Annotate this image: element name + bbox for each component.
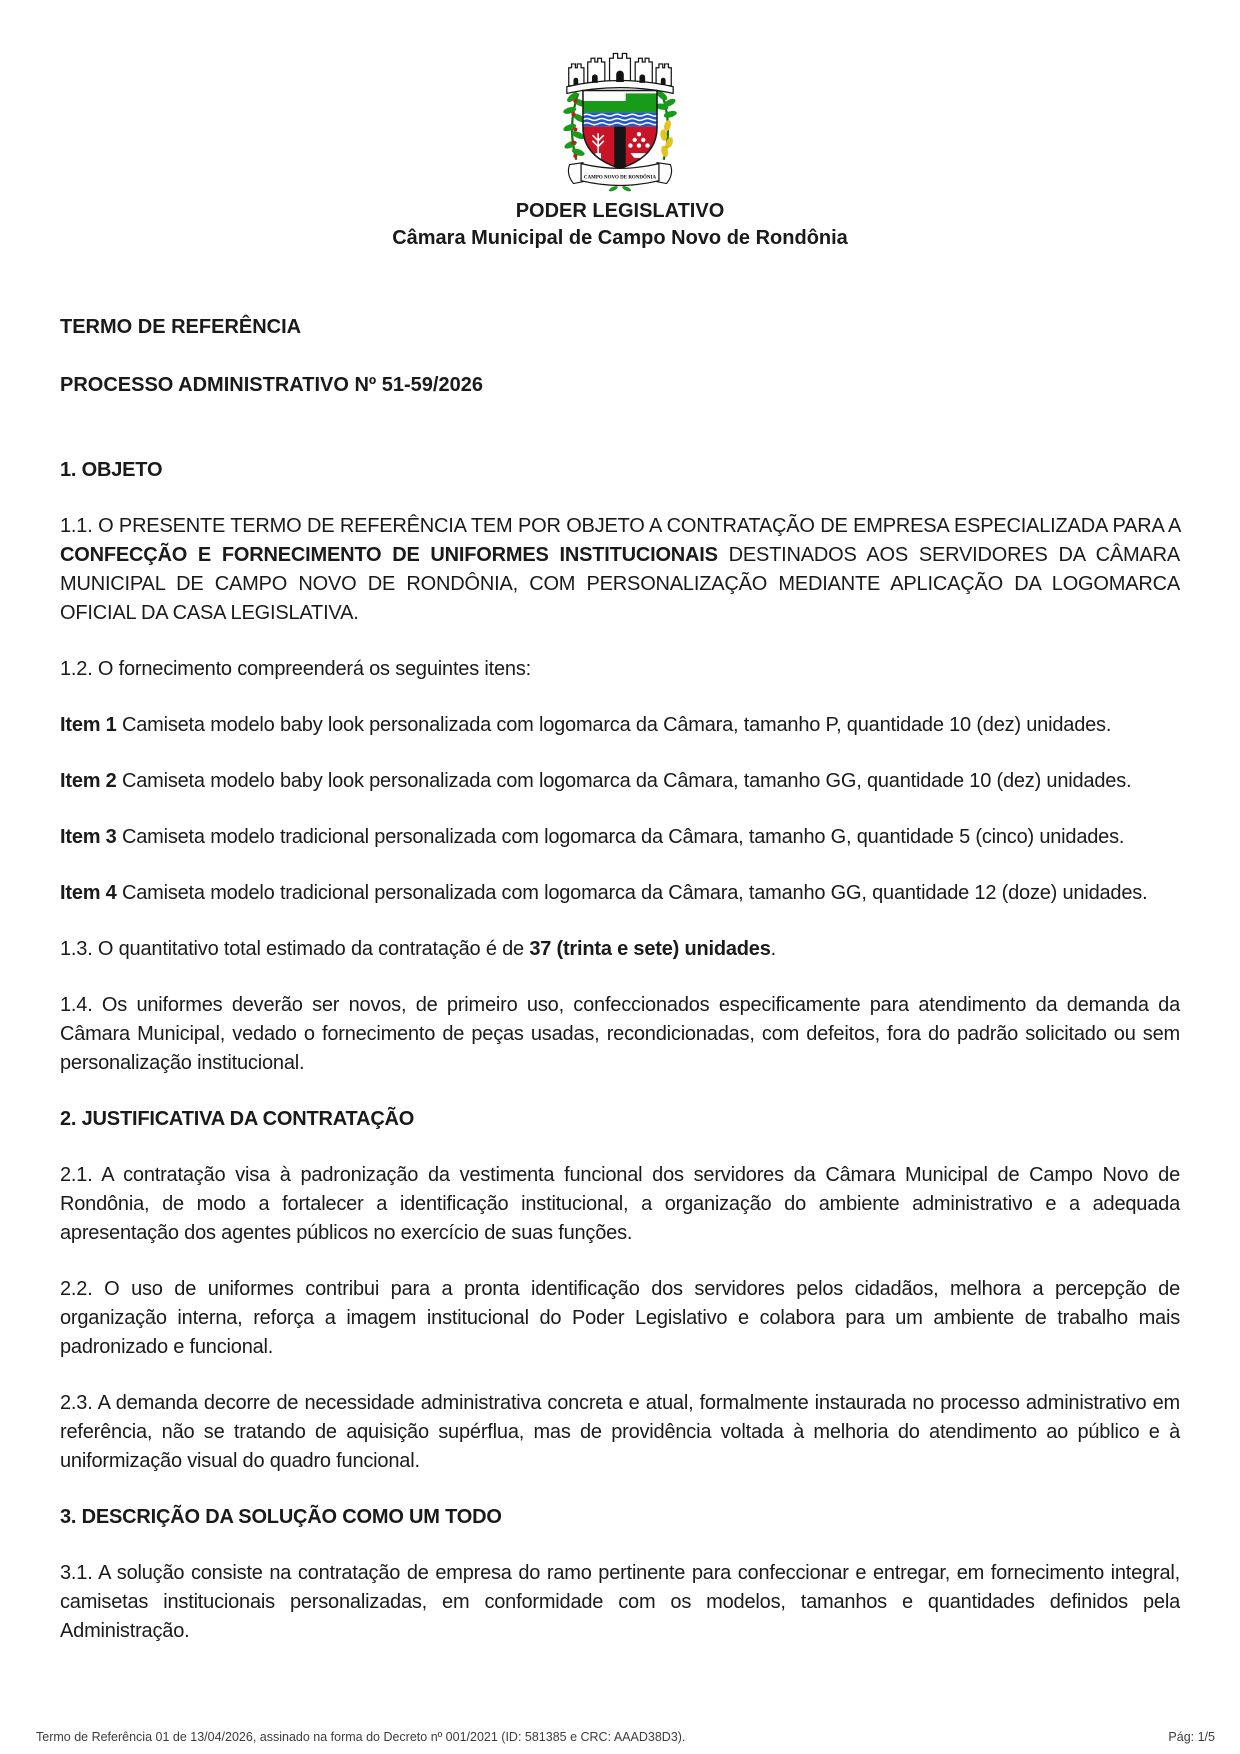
footer-page-number: Pág: 1/5 (1168, 1730, 1215, 1744)
paragraph-2-1: 2.1. A contratação visa à padronização da vestimenta funcional dos servidores da Câmara Municipal de Campo Novo de Rondônia, de modo a fortalecer a identificação institucional, a organização do ambiente administrativo e a adequada apresentação dos agentes públicos no exercício de suas funções. (60, 1164, 1180, 1244)
paragraph-1-2: 1.2. O fornecimento compreenderá os seguintes itens: (60, 658, 531, 680)
item-3-label: Item 3 (60, 826, 117, 848)
mural-crown-icon (567, 53, 673, 93)
paragraph-1-3-pre: 1.3. O quantitativo total estimado da contratação é de (60, 938, 530, 960)
shield-icon (583, 91, 659, 171)
process-number: PROCESSO ADMINISTRATIVO Nº 51-59/2026 (60, 374, 483, 396)
section-2-heading: 2. JUSTIFICATIVA DA CONTRATAÇÃO (60, 1108, 415, 1130)
cacao-branch-icon (655, 89, 678, 160)
item-4 (60, 879, 1180, 908)
item-1-label: Item 1 (60, 714, 117, 736)
item-2-label: Item 2 (60, 770, 117, 792)
org-name: Câmara Municipal de Campo Novo de Rondônia (392, 227, 848, 249)
footer-signature-note: Termo de Referência 01 de 13/04/2026, assinado na forma do Decreto nº 001/2021 (ID: 581385 e CRC: AAAD38D3). (36, 1730, 686, 1744)
paragraph-1-4: 1.4. Os uniformes deverão ser novos, de primeiro uso, confeccionados especificamente para atendimento da demanda da Câmara Municipal, vedado o fornecimento de peças usadas, recondicionadas, com defeitos, fora do padrão solicitado ou sem personalização institucional. (60, 994, 1180, 1074)
paragraph-1-3-bold: 37 (trinta e sete) unidades (529, 938, 771, 960)
item-4-text: Camiseta modelo tradicional personalizada com logomarca da Câmara, tamanho GG, quantidade 12 (doze) unidades. (116, 882, 1148, 904)
banner-text: CAMPO NOVO DE RONDÔNIA (583, 174, 667, 181)
paragraph-2-2: 2.2. O uso de uniformes contribui para a pronta identificação dos servidores pelos cidadãos, melhora a percepção de organização interna, reforça a imagem institucional do Poder Legislativo e colabora para um ambiente de trabalho mais padronizado e funcional. (60, 1278, 1180, 1358)
paragraph-2-3: 2.3. A demanda decorre de necessidade administrativa concreta e atual, formalmente instaurada no processo administrativo em referência, não se tratando de aquisição supérflua, mas de providência voltada à melhoria do atendimento ao público e à uniformização visual do quadro funcional. (60, 1392, 1180, 1472)
item-1-text: Camiseta modelo baby look personalizada com logomarca da Câmara, tamanho P, quantidade 10 (dez) unidades. (116, 714, 1112, 736)
item-1 (60, 711, 1180, 740)
paragraph-1-3-post: . (770, 938, 777, 960)
power-title: PODER LEGISLATIVO (515, 200, 725, 222)
item-3-text: Camiseta modelo tradicional personalizada com logomarca da Câmara, tamanho G, quantidade 5 (cinco) unidades. (116, 826, 1125, 848)
page-footer (36, 1730, 1215, 1744)
item-2 (60, 767, 1180, 796)
coat-of-arms-icon (544, 44, 696, 194)
paragraph-1-1-post: DESTINADOS AOS SERVIDORES DA CÂMARA MUNICIPAL DE CAMPO NOVO DE RONDÔNIA, COM PERSONALIZAÇÃO MEDIANTE APLICAÇÃO DA LOGOMARCA OFICIAL DA CASA LEGISLATIVA. (60, 544, 1180, 624)
doc-title: TERMO DE REFERÊNCIA (60, 316, 302, 338)
section-1-heading: 1. OBJETO (60, 459, 163, 481)
paragraph-1-3 (60, 935, 1180, 964)
paragraph-1-1-pre: 1.1. O PRESENTE TERMO DE REFERÊNCIA TEM POR OBJETO A CONTRATAÇÃO DE EMPRESA ESPECIALIZADA PARA A (60, 515, 1180, 537)
section-3-heading: 3. DESCRIÇÃO DA SOLUÇÃO COMO UM TODO (60, 1506, 502, 1528)
item-2-text: Camiseta modelo baby look personalizada com logomarca da Câmara, tamanho GG, quantidade 10 (dez) unidades. (116, 770, 1132, 792)
document-body (0, 284, 1240, 1646)
item-3 (60, 823, 1180, 852)
paragraph-1-1-bold: CONFECÇÃO E FORNECIMENTO DE UNIFORMES INSTITUCIONAIS (60, 544, 718, 566)
paragraph-3-1: 3.1. A solução consiste na contratação de empresa do ramo pertinente para confeccionar e entregar, em fornecimento integral, camisetas institucionais personalizadas, em conformidade com os modelos, tamanhos e quantidades definidos pela Administração. (60, 1562, 1180, 1642)
paragraph-1-1 (60, 512, 1180, 628)
item-4-label: Item 4 (60, 882, 117, 904)
